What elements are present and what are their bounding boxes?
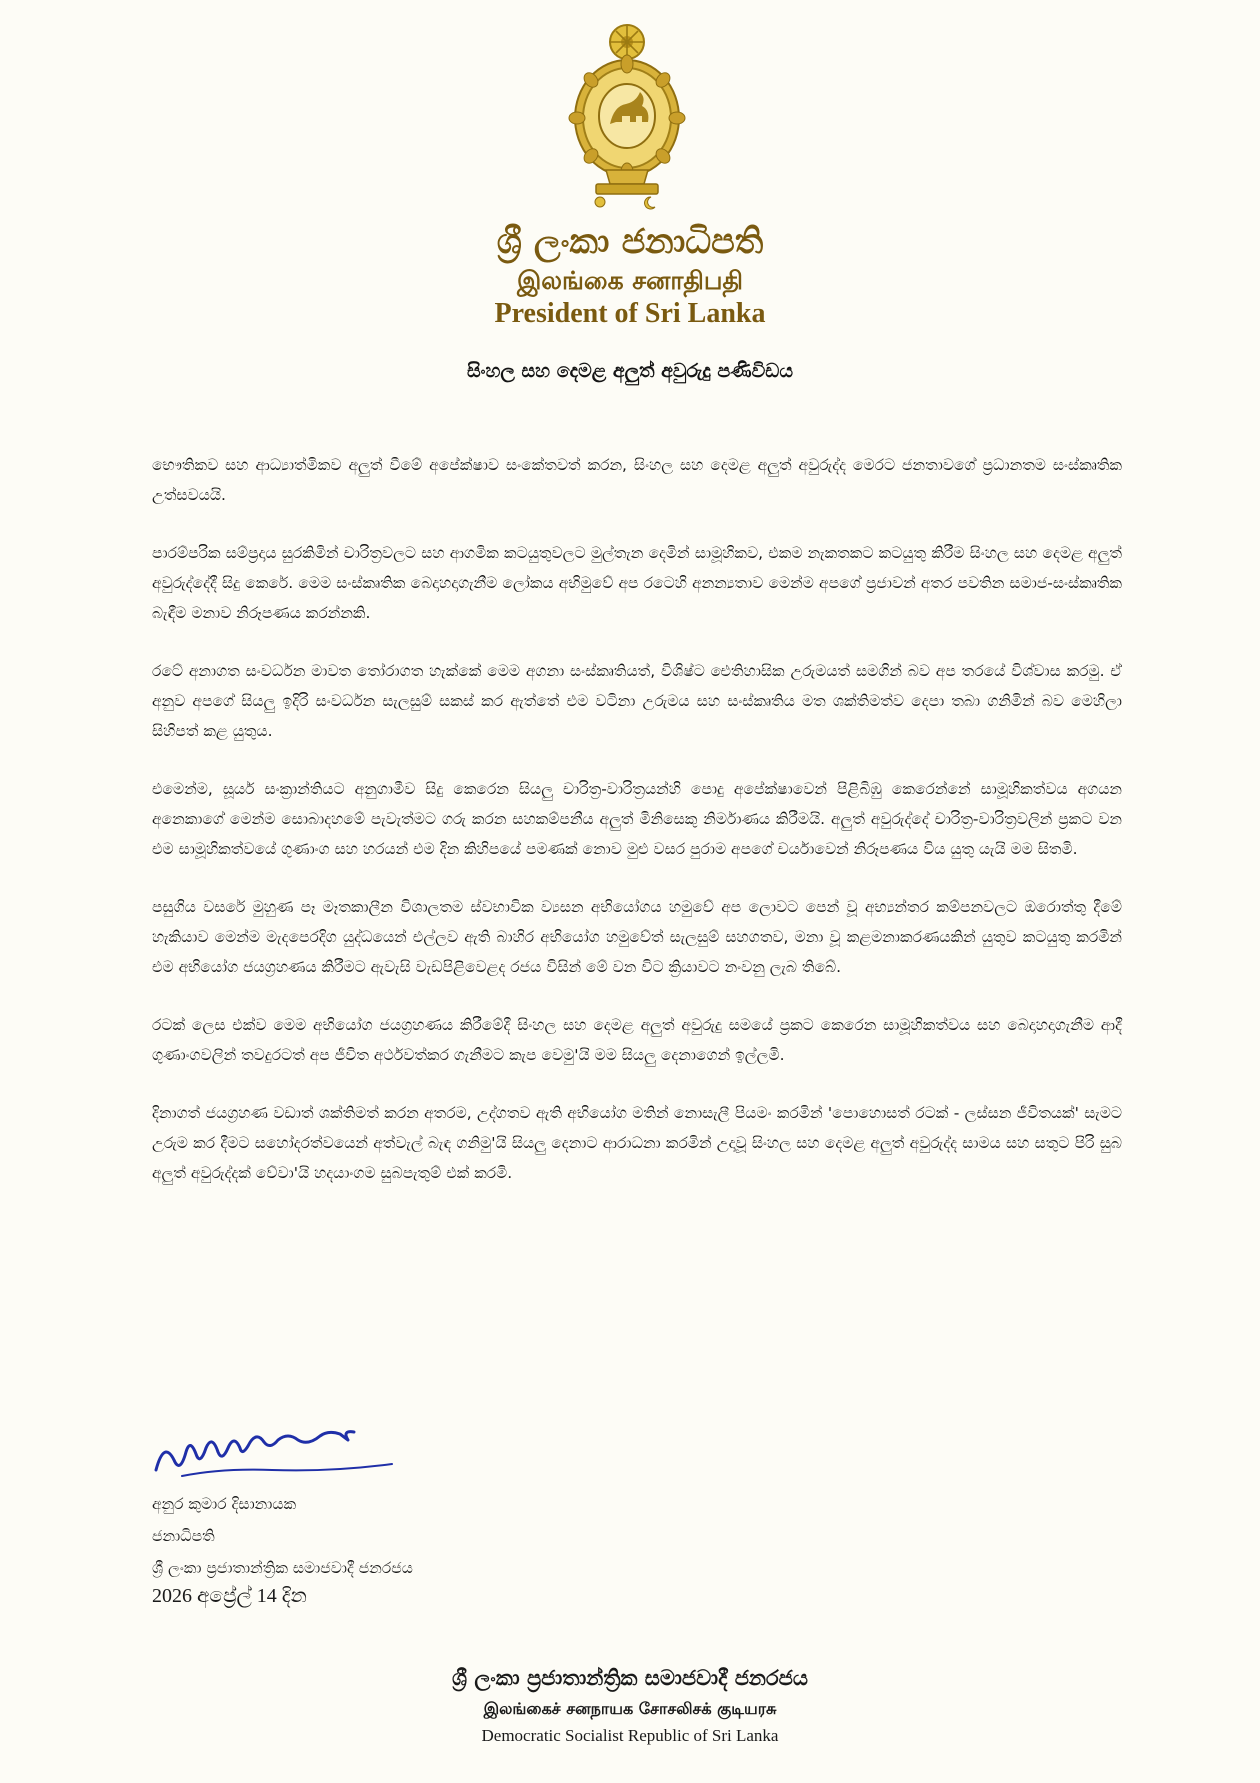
handwritten-signature-icon <box>152 1430 432 1485</box>
body-paragraph: පසුගිය වසරේ මුහුණ පෑ මෑතකාලීන විශාලතම ස්වභාවික ව්‍යසන අභියෝගය හමුවේ අප ලොවට පෙන් වූ අභ්‍යන්තර කම්පනවලට ඔරොත්තු දීමේ හැකියාව මෙන්ම මැදපෙරදිග යුද්ධයෙන් එල්ලව ඇති බාහිර අභියෝග හමුවේත් සැලසුම් සහගතව, මනා වූ කළමනාකරණයකින් යුතුව කටයුතු කරමින් එම අභියෝග ජයග්‍රහණය කිරීමට ඇවැසි වැඩපිළිවෙළද රජය විසින් මේ වන විට ක්‍රියාවට නංවනු ලැබ තිබේ. <box>152 898 1122 976</box>
body-paragraph: රටේ අනාගත සංවර්ධන මාවත තෝරාගත හැක්කේ මෙම අගනා සංස්කෘතියත්, විශිෂ්ට ඓතිහාසික උරුමයත් සමගින් බව අප තරයේ විශ්වාස කරමු. ඒ අනුව අපගේ සියලු ඉදිරි සංවර්ධන සැලසුම් සකස් කර ඇත්තේ එම වටිනා උරුමය සහ සංස්කෘතිය මත ශක්තිමත්ව දෙපා තබා ගනිමින් බව මෙහිලා සිහිපත් කළ යුතුය. <box>152 662 1122 740</box>
body-paragraph: එමෙන්ම, සූර්ය සංක්‍රාන්තියට අනුගාමීව සිදු කෙරෙන සියලු චාරිත්‍ර-වාරිත්‍රයන්හි පොදු අපේක්ෂාවෙන් පිළිබිඹු කෙරෙන්නේ සාමූහිකත්වය අගයන අනෙකාගේ මෙන්ම සොබාදහමේ පැවැත්මට ගරු කරන සහකම්පනීය අලුත් මිනිසෙකු නිර්මාණය කිරීමයි. අලුත් අවුරුද්දේ චාරිත්‍ර-වාරිත්‍රවලින් ප්‍රකට වන එම සාමූහිකත්වයේ ගුණාංග සහ හරයන් එම දින කිහිපයේ පමණක් නොව මුළු වසර පුරාම අපගේ චර්යාවෙන් නිරූපණය විය යුතු යැයි මම සිතමි. <box>152 780 1122 858</box>
letter-body <box>152 450 1122 1216</box>
header-title-english: President of Sri Lanka <box>494 298 766 329</box>
body-paragraph: දිනාගත් ජයග්‍රහණ වඩාත් ශක්තිමත් කරන අතරම, උද්ගතව ඇති අභියෝග මතින් නොසැලී පියමං කරමින් 'පොහොසත් රටක් - ලස්සන ජීවිතයක්' සැමට උරුම කර දීමට සහෝදරත්වයෙන් අත්වැල් බැඳ ගනිමු'යි සියලු දෙනාට ආරාධනා කරමින් උදාවූ සිංහල සහ දෙමළ අලුත් අවුරුද්ද සාමය සහ සතුට පිරි සුබ අලුත් අවුරුද්දක් වේවා'යි හදයාංගම සුබපැතුම් එක් කරමි. <box>152 1104 1122 1182</box>
national-emblem-icon <box>566 20 688 210</box>
header-title-tamil: இலங்கை சனாதிபதி <box>516 266 744 295</box>
signatory-block <box>152 1488 413 1584</box>
body-paragraph: රටක් ලෙස එක්ව මෙම අභියෝග ජයග්‍රහණය කිරීමේදී සිංහල සහ දෙමළ අලුත් අවුරුදු සමයේ ප්‍රකට කෙරෙන සාමූහිකත්වය සහ බෙදාහදාගැනීම ආදී ගුණාංගවලින් තවදුරටත් අප ජීවිත අර්ථවත්කර ගැනීමට කැප වෙමු'යි මම සියලු දෙනාගෙන් ඉල්ලමි. <box>152 1016 1122 1064</box>
footer-english: Democratic Socialist Republic of Sri Lanka <box>481 1726 779 1745</box>
footer-tamil: இலங்கைச் சனநாயக சோசலிசக் குடியரசு <box>483 1699 777 1718</box>
letter-date: 2026 අප්‍රේල් 14 දින <box>152 1585 307 1607</box>
body-paragraph: පාරම්පරික සම්ප්‍රදාය සුරකිමින් චාරිත්‍රවලට සහ ආගමික කටයුතුවලට මුල්තැන දෙමින් සාමූහිකව, එකම නැකතකට කටයුතු කිරීම සිංහල සහ දෙමළ අලුත් අවුරුද්දේදී සිදු කෙරේ. මෙම සංස්කෘතික බෙදාහදාගැනීම ලෝකය අභිමුවේ අප රටෙහි අනන්‍යතාව මෙන්ම අපගේ ප්‍රජාවන් අතර පවතින සමාජ-සංස්කෘතික බැඳීම මනාව නිරූපණය කරන්නකි. <box>152 544 1122 622</box>
footer-sinhala: ශ්‍රී ලංකා ප්‍රජාතාන්ත්‍රික සමාජවාදී ජනරජය <box>452 1666 808 1690</box>
letter-subject: සිංහල සහ දෙමළ අලුත් අවුරුදු පණිවිඩය <box>466 360 794 382</box>
header-title-sinhala: ශ්‍රී ලංකා ජනාධිපති <box>496 222 764 262</box>
signatory-country: ශ්‍රී ලංකා ප්‍රජාතාන්ත්‍රික සමාජවාදී ජනරජය <box>152 1559 413 1577</box>
signatory-name: අනුර කුමාර දිසානායක <box>152 1495 297 1513</box>
signatory-role: ජනාධිපති <box>152 1527 215 1545</box>
body-paragraph: භෞතිකව සහ ආධ්‍යාත්මිකව අලුත් වීමේ අපේක්ෂාව සංකේතවත් කරන, සිංහල සහ දෙමළ අලුත් අවුරුද්ද මෙරට ජනතාවගේ ප්‍රධානතම සංස්කෘතික උත්සවයයි. <box>152 456 1122 504</box>
